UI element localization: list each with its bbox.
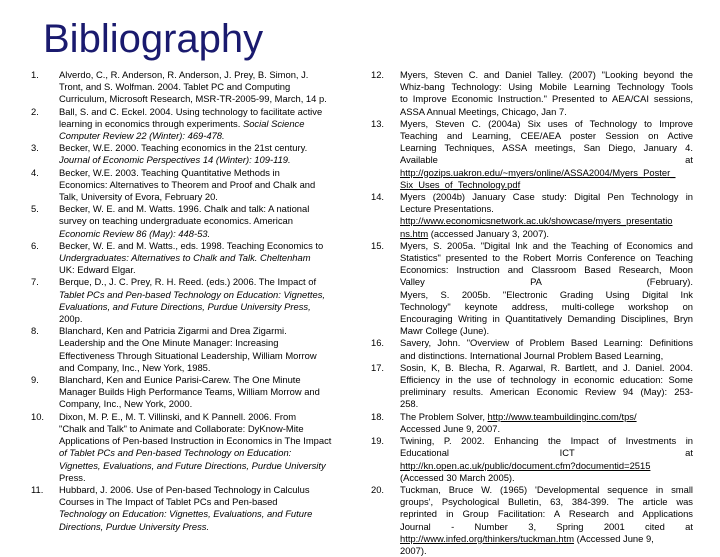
reference-line: Alverdo, C., R. Anderson, R. Anderson, J. Prey, B. Simon, J. [59, 69, 309, 80]
reference-line: and distinctions. International Journal Problem Based Learning, [400, 349, 664, 361]
reference-item [27, 374, 352, 411]
reference-line: Blanchard, Ken and Eunice Parisi-Carew. The One Minute [59, 374, 301, 386]
reference-item [27, 276, 352, 325]
reference-line: Twining, P. 2002. Enhancing the Impact of Investments in [400, 435, 693, 447]
reference-line: Becker, W. E. and M. Watts. 1996. Chalk and talk: A national [59, 203, 310, 215]
reference-item [27, 325, 352, 374]
reference-item [27, 484, 352, 533]
reference-number: 3. [31, 142, 39, 154]
reference-link[interactable]: http://kn.open.ac.uk/public/document.cfm?documentid=2515 [400, 459, 651, 471]
reference-line: Journal of Economic Perspectives 14 (Winter): 109-119. [59, 154, 291, 166]
reference-item [27, 240, 352, 277]
reference-line: 258. [400, 398, 419, 410]
reference-line: Talk, University of Evora, February 20. [59, 191, 218, 203]
reference-item [367, 337, 693, 361]
reference-line: 200p. [59, 313, 83, 325]
reference-line: Hubbard, J. 2006. Use of Pen-based Technology in Calculus [59, 483, 310, 495]
reference-line: to Improve Economic Instruction." Presented to AEA/CAI sessions, [400, 93, 693, 105]
reference-line: Becker, W. E. and M. Watts., eds. 1998. Teaching Economics to [59, 239, 324, 251]
reference-text: (accessed January 3, 2007). [428, 227, 550, 239]
reference-number: 18. [371, 410, 385, 422]
reference-line: Learning Techniques, ASSA meetings, San Diego, January 4. [400, 142, 693, 154]
bibliography-right-column [367, 69, 693, 557]
reference-line: Whiz-bang Technology: Using Mobile Learning Technology Tools [400, 81, 693, 93]
reference-line: Accessed June 9, 2007. [400, 422, 501, 434]
reference-link[interactable]: http://gozips.uakron.edu/~myers/online/ASSA2004/Myers_Poster_ [400, 166, 676, 178]
reference-line: Leadership and the One Minute Manager: Increasing [59, 337, 279, 349]
reference-number: 14. [371, 191, 385, 203]
reference-number: 1. [31, 69, 39, 80]
reference-item [367, 69, 693, 118]
reference-line: Encouraging Writing in Quantitatively Demanding Disciplines, Bryn [400, 313, 693, 325]
reference-line: survey on teaching undergraduate economics. American [59, 215, 293, 227]
reference-item [27, 411, 352, 484]
reference-item [27, 69, 352, 106]
bibliography-left-column [27, 69, 352, 533]
reference-line: Becker, W.E. 2003. Teaching Quantitative Methods in [59, 166, 280, 178]
reference-item [27, 167, 352, 204]
reference-item [27, 203, 352, 240]
reference-text: The Problem Solver, [400, 410, 488, 422]
reference-line: preliminary results. American Economic Review 94 (May): 253- [400, 386, 693, 398]
reference-number: 9. [31, 374, 39, 386]
reference-number: 10. [31, 410, 45, 422]
reference-link[interactable]: http://www.economicsnetwork.ac.uk/showcase/myers_presentatio [400, 215, 673, 227]
reference-line: Myers (2004b) January Case study: Digital Pen Technology in [400, 191, 693, 203]
reference-line: Savery, John. "Overview of Problem Based Learning: Definitions [400, 337, 693, 349]
reference-line: Teaching and Learning, CEE/AEA poster Session on Active [400, 130, 693, 142]
reference-text: learning in economics through experiments. [59, 117, 243, 129]
reference-text: (Accessed June 9, [574, 532, 654, 544]
reference-number: 17. [371, 361, 385, 373]
reference-line: Manager Builds High Performance Teams, William Morrow and [59, 386, 320, 398]
reference-line: Myers, S. 2005b. "Electronic Grading Using Digital Ink [400, 288, 693, 300]
reference-number: 8. [31, 325, 39, 337]
reference-line: Myers, Steven C. (2004a) Six uses of Technology to Improve [400, 117, 693, 129]
reference-line: Effectiveness Through Situational Leadership, William Morrow [59, 349, 317, 361]
reference-line: Valley PA (February). [400, 276, 693, 288]
reference-link[interactable]: http://www.teambuildinginc.com/tps/ [487, 410, 637, 422]
reference-number: 19. [371, 435, 385, 447]
reference-line: Economics: Alternatives to Theorem and Proof and Chalk and [59, 178, 316, 190]
reference-line: Courses in The Impact of Tablet PCs and Pen-based [59, 496, 278, 508]
reference-item [367, 118, 693, 191]
reference-line: Becker, W.E. 2000. Teaching economics in the 21st century. [59, 142, 308, 154]
reference-line: Myers, S. 2005a. "Digital Ink and the Teaching of Economics and [400, 239, 693, 251]
reference-line: groups', Psychological Bulletin, 63, 384-399. The article was [400, 496, 693, 508]
reference-line: Tront, and S. Wolfman. 2004. Tablet PC and Computing [59, 81, 291, 93]
reference-link[interactable]: http://www.infed.org/thinkers/tuckman.htm [400, 532, 575, 544]
reference-line: Applications of Pen-based Instruction in Economics in The Impact [59, 435, 332, 447]
reference-number: 2. [31, 105, 39, 117]
reference-item [367, 240, 693, 338]
reference-line: Curriculum, Microsoft Research, MSR-TR-2005-99, March, 14 p. [59, 93, 327, 105]
reference-line: Technology on Education: Vignettes, Evaluations, and Future [59, 508, 313, 520]
reference-line: Tablet PCs and Pen-based Technology on Education: Vignettes, [59, 288, 325, 300]
reference-number: 11. [31, 483, 44, 495]
reference-line: Press. [59, 471, 86, 483]
reference-line: Dixon, M. P. E., M. T. Villinski, and K Pannell. 2006. From [59, 410, 297, 422]
reference-line: UK: Edward Elgar. [59, 264, 136, 276]
reference-line: Company, Inc., New York, 2000. [59, 398, 193, 410]
reference-line: of Tablet PCs and Pen-based Technology on Education: [59, 447, 292, 459]
reference-number: 20. [371, 483, 385, 495]
reference-number: 7. [31, 276, 39, 288]
reference-line: Economics: Instruction and Classroom Based Research, Moon [400, 264, 693, 276]
reference-line: Available at [400, 154, 693, 166]
reference-number: 4. [31, 166, 39, 178]
reference-number: 13. [371, 117, 385, 129]
reference-item [367, 411, 693, 435]
reference-item [367, 484, 693, 557]
reference-line: Technology" keynote address, multi-college workshop on [400, 300, 693, 312]
reference-number: 6. [31, 239, 39, 251]
reference-number: 12. [371, 69, 385, 80]
page-title: Bibliography [43, 17, 264, 61]
reference-line: Directions, Purdue University Press. [59, 520, 210, 532]
reference-item [367, 191, 693, 240]
reference-line: Myers, Steven C. and Daniel Talley. (2007) "Looking beyond the [400, 69, 693, 80]
reference-line: Economic Review 86 (May): 448-53. [59, 227, 211, 239]
reference-number: 16. [371, 337, 385, 349]
reference-line: Educational ICT at [400, 447, 693, 459]
reference-line: "Chalk and Talk" to Animate and Collaborate: DyKnow-Mite [59, 422, 304, 434]
reference-line: Vignettes, Evaluations, and Future Directions, Purdue University [59, 459, 326, 471]
reference-line [59, 118, 352, 130]
reference-line: and Company, Inc., New York, 1985. [59, 361, 211, 373]
reference-item [27, 106, 352, 143]
reference-line: 2007). [400, 544, 427, 556]
reference-line: ASSA Annual Meetings, Chicago, Jan 7. [400, 105, 567, 117]
reference-line: Ball, S. and C. Eckel. 2004. Using technology to facilitate active [59, 105, 323, 117]
reference-line: Sosin, K, B. Blecha, R. Agarwal, R. Bartlett, and J. Daniel. 2004. [400, 361, 693, 373]
reference-line: Lecture Presentations. [400, 203, 494, 215]
reference-line: reprinted in Group Facilitation: A Research and Applications [400, 508, 693, 520]
journal-title: Social Science [242, 117, 305, 129]
reference-number: 5. [31, 203, 39, 215]
reference-link[interactable]: ns.htm [400, 227, 429, 239]
reference-line: (Accessed 30 March 2005). [400, 471, 515, 483]
reference-line: Undergraduates: Alternatives to Chalk and Talk. Cheltenham [59, 252, 311, 264]
reference-line: Mawr College (June). [400, 325, 490, 337]
reference-item [27, 142, 352, 166]
reference-line: Computer Review 22 (Winter): 469-478. [59, 130, 225, 142]
reference-line: Journal - Number 3, Spring 2001 cited at [400, 520, 693, 532]
reference-line: Evaluations, and Future Directions, Purdue University Press, [59, 300, 311, 312]
reference-line: Efficiency in the use of technology in economic education: Some [400, 374, 693, 386]
reference-number: 15. [371, 239, 385, 251]
reference-link[interactable]: Six_Uses_of_Technology.pdf [400, 178, 521, 190]
reference-line: Berque, D., J. C. Prey, R. H. Reed. (eds.) 2006. The Impact of [59, 276, 317, 288]
reference-line: Statistics" presented to the Robert Morris Conference on Teaching [400, 252, 693, 264]
reference-item [367, 362, 693, 411]
reference-line: Blanchard, Ken and Patricia Zigarmi and Drea Zigarmi. [59, 325, 287, 337]
reference-line: Tuckman, Bruce W. (1965) 'Developmental sequence in small [400, 483, 693, 495]
reference-item [367, 435, 693, 484]
